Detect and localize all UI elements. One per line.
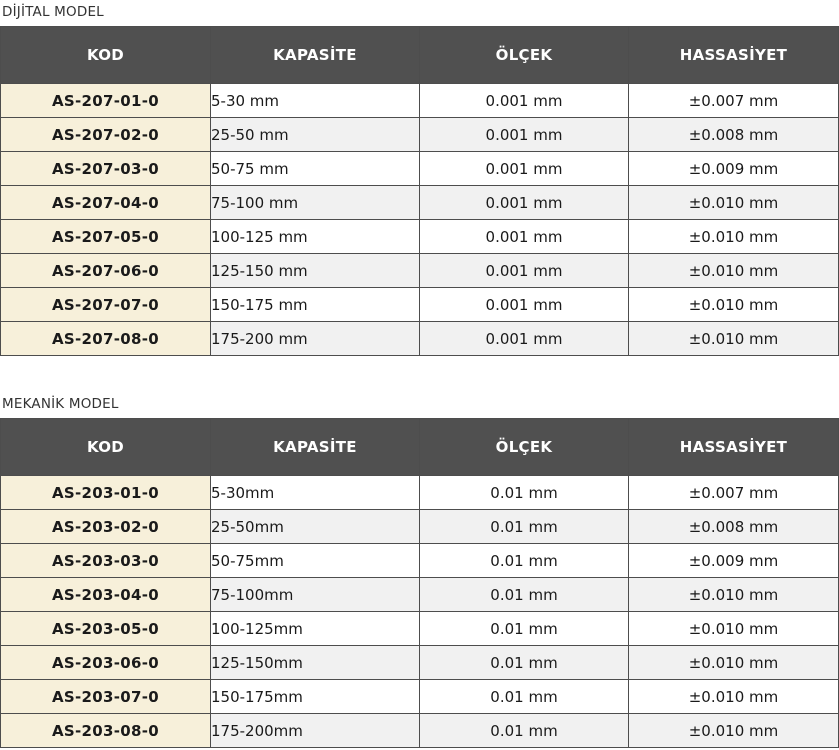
cell-capacity: 100-125mm (211, 612, 420, 646)
cell-scale: 0.001 mm (420, 118, 629, 152)
header-kapasite: KAPASİTE (211, 27, 420, 84)
cell-capacity: 100-125 mm (211, 220, 420, 254)
table-row (1, 612, 839, 646)
cell-accuracy: ±0.010 mm (629, 646, 839, 680)
cell-capacity: 5-30mm (211, 476, 420, 510)
cell-scale: 0.001 mm (420, 84, 629, 118)
cell-scale: 0.001 mm (420, 288, 629, 322)
cell-accuracy: ±0.010 mm (629, 578, 839, 612)
table-header-row (1, 27, 839, 84)
header-hassasiyet: HASSASİYET (629, 419, 839, 476)
cell-code: AS-207-08-0 (1, 322, 211, 356)
table-header-row (1, 419, 839, 476)
cell-code: AS-207-07-0 (1, 288, 211, 322)
table-row (1, 186, 839, 220)
cell-capacity: 75-100mm (211, 578, 420, 612)
cell-scale: 0.01 mm (420, 578, 629, 612)
table-row (1, 578, 839, 612)
cell-capacity: 150-175mm (211, 680, 420, 714)
cell-code: AS-207-04-0 (1, 186, 211, 220)
cell-code: AS-207-05-0 (1, 220, 211, 254)
cell-code: AS-203-04-0 (1, 578, 211, 612)
digital-spec-table (0, 26, 839, 356)
cell-accuracy: ±0.010 mm (629, 288, 839, 322)
cell-accuracy: ±0.010 mm (629, 714, 839, 748)
cell-capacity: 125-150mm (211, 646, 420, 680)
table-row (1, 84, 839, 118)
cell-capacity: 175-200mm (211, 714, 420, 748)
cell-capacity: 75-100 mm (211, 186, 420, 220)
cell-scale: 0.01 mm (420, 544, 629, 578)
table-row (1, 220, 839, 254)
cell-code: AS-203-06-0 (1, 646, 211, 680)
table-row (1, 254, 839, 288)
header-kod: KOD (1, 419, 211, 476)
cell-code: AS-203-08-0 (1, 714, 211, 748)
cell-capacity: 25-50 mm (211, 118, 420, 152)
cell-scale: 0.001 mm (420, 152, 629, 186)
cell-capacity: 125-150 mm (211, 254, 420, 288)
digital-model-section (0, 0, 839, 356)
digital-model-title: DİJİTAL MODEL (2, 4, 104, 20)
cell-scale: 0.01 mm (420, 476, 629, 510)
cell-scale: 0.01 mm (420, 612, 629, 646)
cell-capacity: 50-75mm (211, 544, 420, 578)
cell-accuracy: ±0.008 mm (629, 118, 839, 152)
cell-accuracy: ±0.010 mm (629, 254, 839, 288)
cell-accuracy: ±0.007 mm (629, 84, 839, 118)
cell-scale: 0.01 mm (420, 646, 629, 680)
cell-capacity: 25-50mm (211, 510, 420, 544)
table-row (1, 322, 839, 356)
cell-capacity: 50-75 mm (211, 152, 420, 186)
mechanical-model-title: MEKANİK MODEL (2, 396, 119, 412)
cell-code: AS-207-01-0 (1, 84, 211, 118)
cell-accuracy: ±0.010 mm (629, 186, 839, 220)
cell-code: AS-203-02-0 (1, 510, 211, 544)
cell-scale: 0.01 mm (420, 714, 629, 748)
cell-accuracy: ±0.007 mm (629, 476, 839, 510)
cell-accuracy: ±0.008 mm (629, 510, 839, 544)
table-row (1, 476, 839, 510)
table-row (1, 544, 839, 578)
cell-code: AS-207-03-0 (1, 152, 211, 186)
cell-accuracy: ±0.010 mm (629, 322, 839, 356)
table-row (1, 118, 839, 152)
cell-capacity: 5-30 mm (211, 84, 420, 118)
mechanical-model-section (0, 392, 839, 748)
cell-accuracy: ±0.010 mm (629, 680, 839, 714)
cell-accuracy: ±0.010 mm (629, 220, 839, 254)
cell-accuracy: ±0.009 mm (629, 544, 839, 578)
header-kapasite: KAPASİTE (211, 419, 420, 476)
cell-scale: 0.001 mm (420, 220, 629, 254)
cell-code: AS-203-03-0 (1, 544, 211, 578)
cell-code: AS-203-05-0 (1, 612, 211, 646)
cell-scale: 0.001 mm (420, 254, 629, 288)
table-row (1, 288, 839, 322)
cell-code: AS-203-07-0 (1, 680, 211, 714)
header-olcek: ÖLÇEK (420, 27, 629, 84)
cell-capacity: 150-175 mm (211, 288, 420, 322)
header-kod: KOD (1, 27, 211, 84)
table-row (1, 680, 839, 714)
mechanical-spec-table (0, 418, 839, 748)
cell-scale: 0.01 mm (420, 510, 629, 544)
header-olcek: ÖLÇEK (420, 419, 629, 476)
cell-scale: 0.001 mm (420, 322, 629, 356)
cell-code: AS-207-02-0 (1, 118, 211, 152)
cell-scale: 0.01 mm (420, 680, 629, 714)
table-row (1, 646, 839, 680)
cell-code: AS-207-06-0 (1, 254, 211, 288)
cell-scale: 0.001 mm (420, 186, 629, 220)
cell-code: AS-203-01-0 (1, 476, 211, 510)
header-hassasiyet: HASSASİYET (629, 27, 839, 84)
cell-accuracy: ±0.009 mm (629, 152, 839, 186)
table-row (1, 510, 839, 544)
cell-capacity: 175-200 mm (211, 322, 420, 356)
cell-accuracy: ±0.010 mm (629, 612, 839, 646)
table-row (1, 152, 839, 186)
table-row (1, 714, 839, 748)
